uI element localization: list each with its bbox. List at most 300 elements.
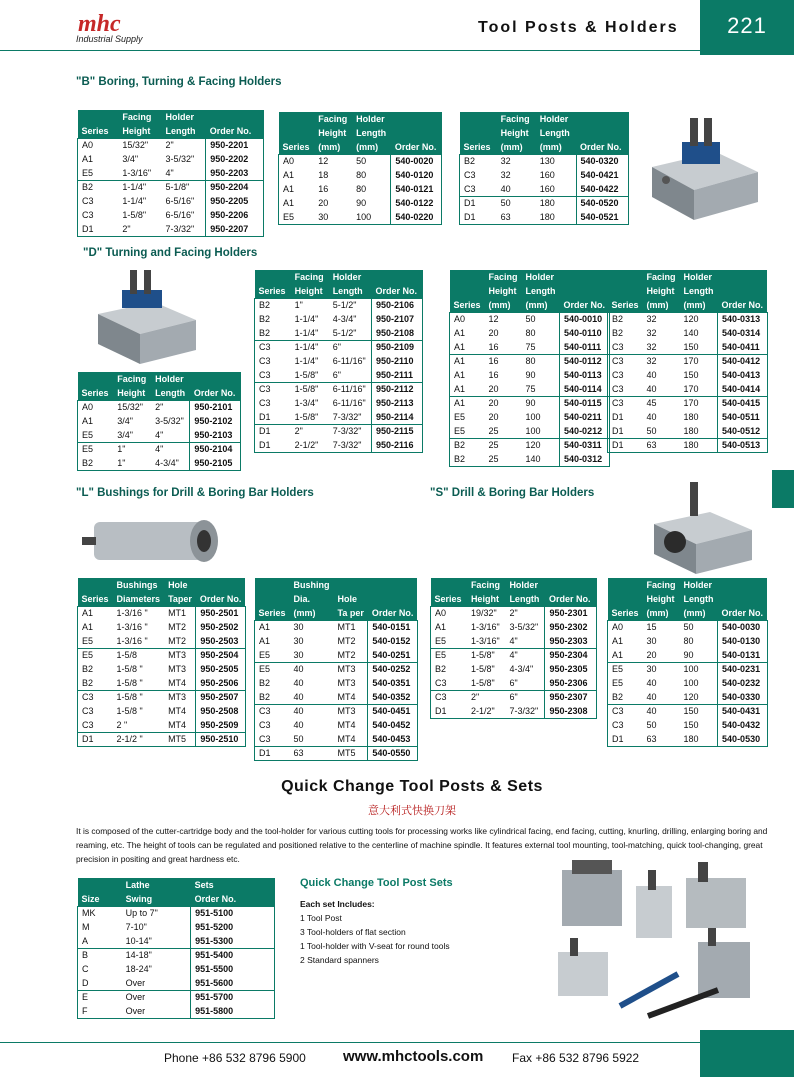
table-cell: 1-5/8 " bbox=[113, 690, 165, 704]
table-cell: 90 bbox=[525, 370, 536, 380]
header-cell: Hole bbox=[337, 594, 358, 604]
table-cell: 30 bbox=[643, 662, 680, 676]
header-cell: Holder bbox=[332, 272, 362, 282]
table-row bbox=[78, 442, 241, 456]
table-cell: 170 bbox=[683, 383, 699, 394]
table-row bbox=[78, 166, 264, 180]
footer-fax: Fax +86 532 8796 5922 bbox=[512, 1051, 640, 1065]
table-cell: 180 bbox=[683, 412, 699, 422]
header-cell: Series bbox=[611, 299, 639, 310]
table-cell: C3 bbox=[464, 183, 476, 194]
header-cell: Lathe bbox=[125, 880, 150, 890]
table-cell: 100 bbox=[525, 412, 541, 422]
table-cell: 3/4" bbox=[117, 429, 133, 440]
table-cell: MT4 bbox=[168, 706, 187, 716]
header-cell bbox=[718, 270, 768, 284]
table-cell: C3 bbox=[82, 196, 94, 206]
header-cell bbox=[608, 592, 643, 606]
table-cell: 19/32" bbox=[470, 608, 497, 619]
table-cell: A1 bbox=[454, 341, 466, 352]
header-row bbox=[608, 578, 768, 592]
table-row bbox=[450, 452, 610, 466]
table-row bbox=[255, 690, 418, 704]
table-cell: C3 bbox=[612, 720, 624, 730]
table-row bbox=[78, 990, 275, 1004]
table-row bbox=[608, 326, 768, 340]
table-cell: 950-2202 bbox=[206, 152, 264, 166]
table-cell: E5 bbox=[255, 662, 290, 676]
table-cell: 4-3/4" bbox=[509, 664, 534, 674]
table-cell: 32 bbox=[643, 354, 680, 368]
table-cell: 540-0220 bbox=[391, 210, 442, 224]
table-cell: 540-0451 bbox=[368, 704, 418, 718]
table-row bbox=[255, 746, 418, 760]
table-cell: 540-0412 bbox=[718, 354, 768, 368]
header-row bbox=[255, 270, 423, 284]
table-cell: A1 bbox=[283, 184, 295, 194]
table-cell: 170 bbox=[680, 354, 718, 368]
table-row bbox=[78, 934, 275, 948]
header-row bbox=[78, 892, 275, 906]
table-cell: 7-3/32" bbox=[332, 411, 362, 422]
table-cell: 1-5/8 " bbox=[116, 677, 143, 688]
table-row bbox=[255, 662, 418, 676]
table-cell: 4" bbox=[155, 429, 164, 440]
table-cell: C3 bbox=[464, 170, 476, 180]
table-cell: 20 bbox=[488, 412, 499, 422]
table-row bbox=[450, 340, 610, 354]
table-cell: 540-0115 bbox=[560, 396, 610, 410]
table-cell: 25 bbox=[485, 438, 522, 452]
table-cell: 18 bbox=[318, 170, 329, 180]
table-cell: MT4 bbox=[337, 733, 356, 744]
table-cell: 540-0521 bbox=[576, 210, 628, 224]
table-row bbox=[608, 648, 768, 662]
table-cell: 6-11/16" bbox=[332, 398, 366, 408]
each-set-label: Each set Includes: bbox=[300, 899, 375, 909]
header-row bbox=[78, 372, 241, 386]
header-cell: Order No. bbox=[394, 141, 437, 152]
table-row bbox=[279, 182, 442, 196]
table-row bbox=[78, 208, 264, 222]
header-cell: Holder bbox=[509, 580, 538, 590]
header-cell: Order No. bbox=[194, 893, 237, 904]
side-section-tab bbox=[772, 470, 794, 508]
table-b-inch bbox=[77, 110, 264, 237]
set-item: 2 Standard spanners bbox=[300, 955, 379, 965]
header-row bbox=[279, 126, 442, 140]
table-cell: 1-5/8" bbox=[470, 677, 495, 688]
table-row bbox=[78, 180, 264, 194]
table-cell: B2 bbox=[259, 678, 271, 688]
header-cell: Order No. bbox=[375, 285, 417, 296]
table-header bbox=[450, 270, 610, 312]
table-cell: 540-0311 bbox=[560, 438, 610, 452]
header-cell: Series bbox=[282, 141, 310, 152]
table-cell: A0 bbox=[454, 314, 466, 325]
table-row bbox=[255, 410, 423, 424]
table-cell: 150 bbox=[683, 341, 699, 352]
table-cell: MT2 bbox=[168, 622, 187, 632]
table-cell: E5 bbox=[82, 167, 94, 178]
table-row bbox=[78, 414, 241, 428]
table-cell: 45 bbox=[643, 396, 680, 410]
table-row bbox=[460, 154, 629, 168]
table-row bbox=[608, 368, 768, 382]
table-cell: 7-3/32" bbox=[509, 705, 539, 716]
table-cell: MT4 bbox=[168, 719, 187, 730]
table-cell: 950-2509 bbox=[196, 718, 246, 732]
turning-holder-image bbox=[92, 268, 202, 368]
header-cell: Order No. bbox=[721, 299, 764, 310]
table-row bbox=[255, 704, 418, 718]
header-cell bbox=[206, 110, 264, 124]
table-cell: 950-2204 bbox=[206, 180, 264, 194]
table-body bbox=[608, 312, 768, 452]
header-cell bbox=[576, 126, 628, 140]
table-cell: 15 bbox=[646, 622, 657, 633]
table-body bbox=[460, 154, 629, 224]
mhc-logo bbox=[78, 12, 154, 34]
header-cell: Ta per bbox=[337, 607, 364, 618]
table-cell: 20 bbox=[646, 649, 657, 660]
set-item: 1 Tool-holder with V-seat for round tools bbox=[300, 941, 450, 951]
table-cell: 1-1/4" bbox=[122, 196, 147, 206]
table-row bbox=[78, 620, 246, 634]
header-cell bbox=[608, 578, 643, 592]
table-body bbox=[78, 400, 241, 470]
table-row bbox=[608, 382, 768, 396]
table-row bbox=[431, 620, 597, 634]
table-cell: A1 bbox=[612, 636, 624, 646]
table-cell: 40 bbox=[643, 704, 680, 718]
table-cell: 950-2107 bbox=[371, 312, 422, 326]
header-cell: Taper bbox=[168, 593, 192, 604]
table-row bbox=[608, 396, 768, 410]
table-cell: 1-5/8 " bbox=[116, 706, 143, 716]
table-cell: 1-3/4" bbox=[294, 398, 319, 408]
table-cell: 540-0352 bbox=[368, 690, 418, 704]
table-header bbox=[78, 372, 241, 400]
header-cell: Series bbox=[81, 387, 109, 398]
table-cell: 12 bbox=[488, 314, 499, 325]
table-cell: MT2 bbox=[337, 649, 356, 660]
table-row bbox=[78, 704, 246, 718]
table-cell: 540-0212 bbox=[560, 424, 610, 438]
table-l-mm bbox=[254, 578, 418, 761]
header-cell: Height bbox=[117, 387, 146, 398]
table-header bbox=[78, 878, 275, 906]
table-cell: 1-1/4" bbox=[294, 327, 319, 338]
table-cell: 180 bbox=[683, 425, 699, 436]
sets-title: Quick Change Tool Post Sets bbox=[300, 877, 453, 889]
table-header bbox=[255, 578, 418, 620]
table-header bbox=[608, 270, 768, 312]
table-cell: 540-0110 bbox=[560, 326, 610, 340]
table-cell: 950-2105 bbox=[190, 456, 241, 470]
header-cell: Holder bbox=[356, 114, 385, 124]
table-header bbox=[279, 112, 442, 154]
header-row bbox=[608, 606, 768, 620]
header-cell: Length bbox=[332, 285, 363, 296]
table-cell: 540-0232 bbox=[718, 676, 768, 690]
table-row bbox=[608, 676, 768, 690]
table-header bbox=[431, 578, 597, 606]
header-cell bbox=[450, 284, 485, 298]
table-cell: A1 bbox=[612, 649, 624, 660]
table-row bbox=[450, 368, 610, 382]
table-row bbox=[608, 634, 768, 648]
table-cell: 40 bbox=[293, 678, 304, 688]
table-cell: 950-2106 bbox=[371, 298, 422, 312]
table-cell: 2" bbox=[509, 608, 518, 619]
table-cell: 1-3/16" bbox=[470, 635, 500, 646]
table-cell: 540-0122 bbox=[391, 196, 442, 210]
table-cell: E5 bbox=[82, 635, 94, 646]
table-cell: 75 bbox=[525, 383, 536, 394]
quick-change-title: Quick Change Tool Posts & Sets bbox=[281, 778, 543, 795]
table-cell: D1 bbox=[612, 733, 624, 744]
table-cell: 540-0312 bbox=[560, 452, 610, 466]
table-row bbox=[450, 410, 610, 424]
header-cell: (mm) bbox=[683, 299, 706, 310]
table-cell: C3 bbox=[259, 369, 271, 380]
table-row bbox=[431, 606, 597, 620]
table-cell: C3 bbox=[259, 733, 271, 744]
header-row bbox=[255, 592, 418, 606]
quick-change-set-image bbox=[548, 856, 762, 1028]
table-row bbox=[78, 690, 246, 704]
table-cell: 950-2306 bbox=[545, 676, 597, 690]
table-row bbox=[255, 382, 423, 396]
header-cell bbox=[334, 578, 368, 592]
footer-box bbox=[700, 1030, 794, 1077]
table-cell: 25 bbox=[488, 453, 499, 464]
header-cell: Order No. bbox=[209, 125, 252, 136]
table-cell: 150 bbox=[683, 370, 699, 380]
table-cell: 63 bbox=[290, 746, 334, 760]
table-row bbox=[608, 424, 768, 438]
table-cell: 1-5/8" bbox=[470, 664, 495, 674]
header-row bbox=[78, 592, 246, 606]
header-row bbox=[78, 386, 241, 400]
header-row bbox=[431, 578, 597, 592]
header-row bbox=[450, 284, 610, 298]
section-title-s: "S" Drill & Boring Bar Holders bbox=[430, 487, 595, 499]
table-cell: 540-0530 bbox=[718, 732, 768, 746]
table-cell: 50 bbox=[356, 156, 367, 167]
table-cell: 140 bbox=[525, 453, 541, 464]
header-cell: Length bbox=[539, 128, 570, 138]
table-cell: 540-0511 bbox=[718, 410, 768, 424]
header-row bbox=[255, 578, 418, 592]
header-cell: Holder bbox=[539, 114, 569, 124]
table-cell: 50 bbox=[683, 622, 694, 633]
header-cell bbox=[78, 878, 122, 892]
table-cell: MT3 bbox=[334, 704, 368, 718]
table-row bbox=[255, 732, 418, 746]
table-cell: 950-2503 bbox=[196, 634, 246, 648]
table-b-mm-2 bbox=[459, 112, 629, 225]
table-row bbox=[460, 196, 629, 210]
table-cell: D1 bbox=[259, 411, 271, 422]
table-cell: 950-2115 bbox=[371, 424, 422, 438]
table-body bbox=[450, 312, 610, 466]
table-cell: 950-2114 bbox=[371, 410, 422, 424]
table-cell: 40 bbox=[646, 678, 657, 688]
footer-website-link[interactable]: www.mhctools.com bbox=[343, 1048, 484, 1065]
table-cell: C3 bbox=[612, 383, 624, 394]
header-cell: (mm) bbox=[500, 141, 523, 152]
table-cell: 1-5/8 " bbox=[116, 664, 143, 674]
table-row bbox=[608, 718, 768, 732]
table-row bbox=[255, 340, 423, 354]
header-row bbox=[460, 126, 629, 140]
table-row bbox=[608, 354, 768, 368]
header-cell: Order No. bbox=[580, 141, 622, 152]
table-cell: 30 bbox=[293, 649, 304, 660]
table-cell: D1 bbox=[612, 425, 624, 436]
table-cell: 540-0550 bbox=[368, 746, 418, 760]
header-row bbox=[431, 592, 597, 606]
header-row bbox=[608, 298, 768, 312]
header-row bbox=[608, 592, 768, 606]
table-cell: 540-0351 bbox=[368, 676, 418, 690]
table-header bbox=[460, 112, 629, 154]
table-row bbox=[431, 634, 597, 648]
table-cell: 40 bbox=[646, 691, 657, 702]
table-cell: 80 bbox=[522, 354, 560, 368]
table-cell: 950-2113 bbox=[371, 396, 422, 410]
table-cell: 540-0030 bbox=[718, 620, 768, 634]
table-cell: 540-0411 bbox=[718, 340, 768, 354]
table-cell: 540-0252 bbox=[368, 662, 418, 676]
table-cell: A1 bbox=[82, 622, 94, 632]
table-cell: B2 bbox=[78, 180, 119, 194]
table-cell: 130 bbox=[539, 156, 555, 167]
table-cell: 951-5400 bbox=[191, 948, 275, 962]
table-row bbox=[279, 196, 442, 210]
table-cell: A1 bbox=[82, 154, 94, 164]
header-cell: (mm) bbox=[356, 141, 379, 152]
table-cell: D1 bbox=[255, 746, 290, 760]
table-row bbox=[450, 312, 610, 326]
table-cell: B2 bbox=[464, 156, 476, 167]
header-row bbox=[255, 284, 423, 298]
header-cell: Facing bbox=[646, 272, 676, 282]
table-cell: MT1 bbox=[337, 622, 356, 633]
table-cell: B2 bbox=[259, 300, 271, 311]
table-row bbox=[450, 438, 610, 452]
header-divider bbox=[0, 50, 700, 51]
header-row bbox=[460, 140, 629, 154]
table-cell: MT3 bbox=[334, 662, 368, 676]
table-cell: E bbox=[78, 990, 122, 1004]
table-row bbox=[608, 662, 768, 676]
table-row bbox=[255, 354, 423, 368]
table-cell: 4" bbox=[165, 167, 174, 178]
table-row bbox=[78, 138, 264, 152]
table-cell: 10-14" bbox=[125, 935, 152, 946]
table-row bbox=[608, 312, 768, 326]
header-cell bbox=[368, 578, 418, 592]
table-cell: 15/32" bbox=[117, 402, 143, 413]
table-s-mm bbox=[607, 578, 768, 747]
table-cell: A0 bbox=[82, 402, 94, 413]
header-cell: Order No. bbox=[721, 607, 764, 618]
table-cell: 2" bbox=[467, 690, 506, 704]
table-cell: 2" bbox=[165, 140, 174, 151]
table-cell: 2-1/2 " bbox=[113, 732, 165, 746]
table-cell: 950-2506 bbox=[196, 676, 246, 690]
table-cell: 950-2304 bbox=[545, 648, 597, 662]
table-cell: 1" bbox=[113, 442, 151, 456]
table-cell: D1 bbox=[82, 223, 94, 234]
table-cell: 16 bbox=[488, 341, 499, 352]
table-cell: D1 bbox=[255, 424, 291, 438]
table-cell: 540-0231 bbox=[718, 662, 768, 676]
table-cell: B bbox=[78, 948, 122, 962]
table-row bbox=[78, 906, 275, 920]
table-cell: 540-0120 bbox=[391, 168, 442, 182]
table-row bbox=[78, 428, 241, 442]
table-cell: 951-5300 bbox=[191, 934, 275, 948]
table-l-inch bbox=[77, 578, 246, 747]
header-row bbox=[78, 110, 264, 124]
table-row bbox=[450, 354, 610, 368]
table-cell: 951-5500 bbox=[191, 962, 275, 976]
table-row bbox=[255, 438, 423, 452]
table-cell: C3 bbox=[431, 690, 467, 704]
table-cell: 3/4" bbox=[117, 416, 133, 426]
table-cell: 1" bbox=[294, 300, 303, 311]
header-cell bbox=[545, 578, 597, 592]
table-cell: 4" bbox=[505, 648, 545, 662]
table-cell: 90 bbox=[356, 198, 367, 208]
table-cell: 14-18" bbox=[122, 948, 191, 962]
table-cell: 540-0513 bbox=[718, 438, 768, 452]
table-cell: 90 bbox=[683, 649, 694, 660]
table-header bbox=[78, 110, 264, 138]
table-row bbox=[460, 210, 629, 224]
table-cell: 950-2507 bbox=[196, 690, 246, 704]
header-cell: Holder bbox=[683, 580, 713, 590]
table-cell: A bbox=[82, 935, 89, 946]
table-cell: A0 bbox=[283, 156, 295, 167]
table-cell: D1 bbox=[460, 196, 497, 210]
table-cell: 540-0320 bbox=[576, 154, 628, 168]
table-cell: 5-1/2" bbox=[332, 300, 357, 311]
table-row bbox=[78, 920, 275, 934]
table-row bbox=[608, 620, 768, 634]
header-cell bbox=[450, 270, 485, 284]
footer-divider bbox=[0, 1042, 700, 1043]
header-row bbox=[460, 112, 629, 126]
table-cell: 540-0520 bbox=[576, 196, 628, 210]
table-cell: 950-2111 bbox=[371, 368, 422, 382]
table-row bbox=[78, 718, 246, 732]
table-cell: 20 bbox=[488, 383, 499, 394]
header-cell bbox=[608, 284, 643, 298]
header-cell: Facing bbox=[488, 272, 518, 282]
header-cell bbox=[196, 578, 246, 592]
table-cell: 540-0251 bbox=[368, 648, 418, 662]
table-cell: 80 bbox=[356, 170, 367, 180]
table-cell: 50 bbox=[646, 720, 657, 730]
table-cell: 540-0130 bbox=[718, 634, 768, 648]
table-cell: 32 bbox=[646, 314, 657, 325]
header-cell: Series bbox=[258, 285, 286, 296]
